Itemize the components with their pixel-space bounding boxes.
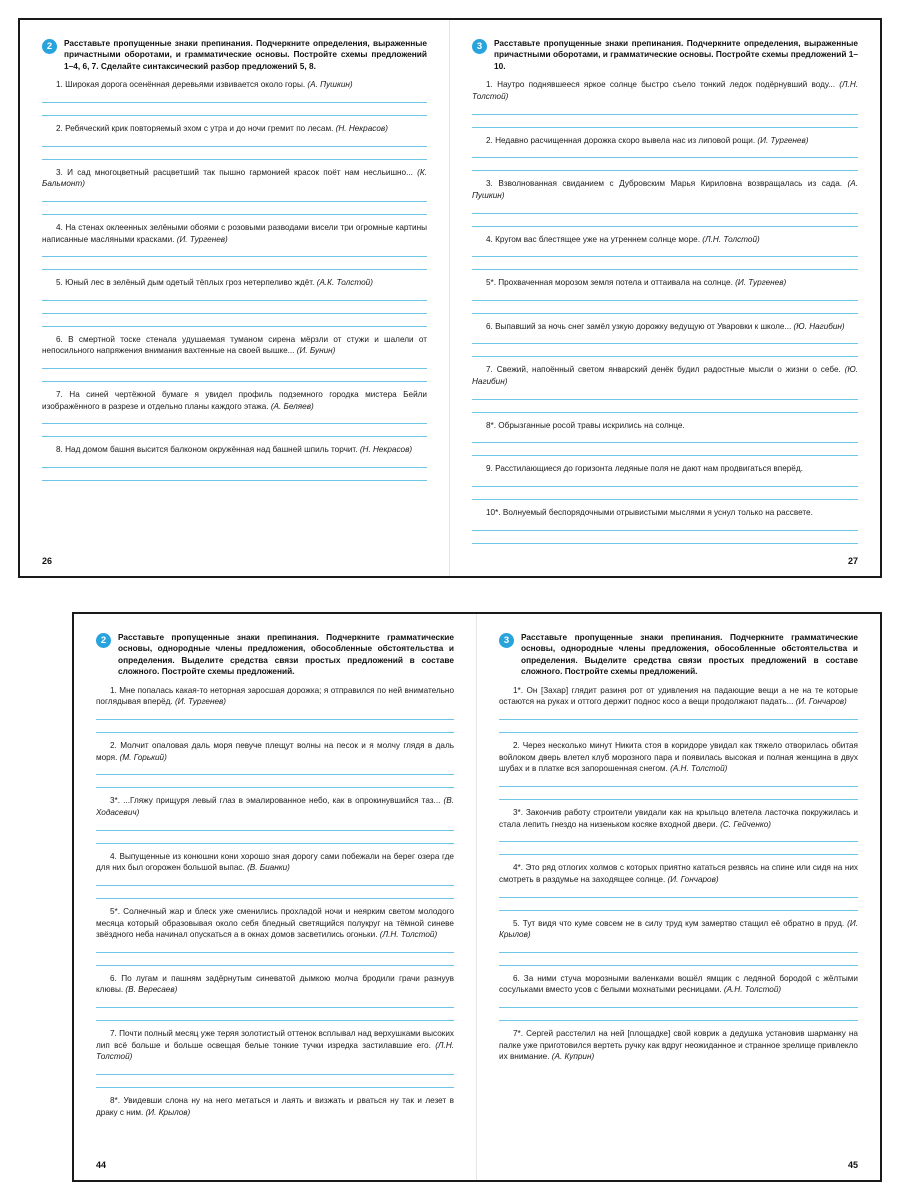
exercise-item (499, 918, 858, 966)
exercise-list (499, 685, 858, 1065)
exercise-item (42, 79, 427, 116)
exercise-item (472, 135, 858, 172)
answer-line[interactable] (472, 158, 858, 171)
exercise-number: 1. (110, 685, 117, 695)
exercise-item (472, 178, 858, 226)
exercise-author: (И. Крылов) (145, 1107, 191, 1117)
exercise-item (96, 795, 454, 843)
page-number: 44 (96, 1160, 107, 1170)
exercise-text: Расстилающиеся до горизонта ледяные поля не дают нам продвигаться вперёд. (495, 464, 803, 474)
exercise-sentence (96, 740, 454, 765)
task-header (42, 38, 427, 72)
exercise-sentence (472, 79, 858, 104)
exercise-text: Тут видя что куме совсем не в силу труд кум замертво стащил её обратно в пруд. (522, 918, 845, 928)
exercise-number: 3. (486, 179, 493, 189)
exercise-author: (И. Тургенев) (174, 697, 227, 707)
exercise-sentence (472, 420, 858, 434)
workbook-spread-top (18, 18, 882, 578)
exercise-text: И сад многоцветный расцветший так пышно гармонией красок поёт нам несльишно... (67, 167, 413, 177)
workbook-page-27 (450, 20, 880, 576)
exercise-number: 4*. (513, 863, 524, 873)
answer-lines[interactable] (499, 832, 858, 855)
exercise-text: Широкая дорога осенённая деревьями извивается около горы. (65, 80, 306, 90)
answer-line[interactable] (42, 93, 427, 103)
exercise-sentence (96, 795, 454, 820)
exercise-item (96, 1095, 454, 1120)
exercise-item (96, 685, 454, 733)
exercise-item (42, 277, 427, 327)
exercise-item (499, 685, 858, 733)
exercise-sentence (42, 79, 427, 93)
exercise-list (42, 79, 427, 481)
exercise-author: (А.Н. Толстой) (670, 764, 728, 774)
task-header (472, 38, 858, 72)
exercise-number: 2. (110, 741, 117, 751)
exercise-number: 5*. (486, 278, 497, 288)
exercise-text: Обрызганные росой травы искрились на солнце. (498, 420, 685, 430)
exercise-item (42, 167, 427, 215)
answer-line[interactable] (96, 765, 454, 775)
task-number-badge: 3 (472, 39, 487, 54)
answer-lines[interactable] (96, 943, 454, 966)
exercise-text: Прохваченная морозом земля потела и оттаивала на солнце. (498, 278, 733, 288)
answer-line[interactable] (472, 344, 858, 357)
exercise-text: Закончив работу строители увидали как на крыльцо влетела ласточка покружилась и стала лепить гнездо на низеньком косяке входной двери. (499, 807, 858, 829)
exercise-text: Взволнованная свиданием с Дубровским Марья Кириловна возвращалась из сада. (498, 179, 843, 189)
answer-line[interactable] (472, 214, 858, 227)
task-number-badge: 3 (499, 633, 514, 648)
exercise-text: Увидевши слона ну на него метаться и лаять и визжать и рваться ну так и лезет в драку с ним. (96, 1096, 454, 1117)
exercise-sentence (42, 389, 427, 414)
exercise-author: (Н. Некрасов) (359, 445, 413, 455)
workbook-page-45 (477, 614, 880, 1180)
exercise-number: 1*. (513, 685, 524, 695)
exercise-number: 3. (56, 167, 63, 177)
exercise-sentence (96, 1028, 454, 1065)
answer-line[interactable] (42, 359, 427, 369)
answer-lines[interactable] (42, 359, 427, 382)
exercise-list (96, 685, 454, 1121)
exercise-text: Ребячеcкий крик повторяемый эхом с утра и до ночи гремит по лесам. (65, 123, 334, 133)
answer-line[interactable] (96, 943, 454, 953)
answer-lines[interactable] (499, 888, 858, 911)
exercise-text: Сергей расстелил на ней [площадке] свой коврик а дедушка установив шарманку на палке уже приготовился вертеть ручку как вдруг неожиданное и странное зрелище привлекло их внимание. (499, 1029, 858, 1062)
page-number: 26 (42, 556, 53, 566)
exercise-item (96, 906, 454, 966)
answer-lines[interactable] (472, 148, 858, 171)
exercise-author: (А. Пушкин) (307, 80, 353, 90)
answer-lines[interactable] (42, 137, 427, 160)
answer-line[interactable] (96, 720, 454, 733)
exercise-number: 4. (110, 851, 117, 861)
exercise-text: Над домом башня высится балконом окружённая над башней шпиль торчит. (65, 445, 358, 455)
answer-line[interactable] (499, 943, 858, 953)
answer-line[interactable] (472, 487, 858, 500)
exercise-number: 5. (56, 278, 63, 288)
exercise-item (472, 420, 858, 457)
task-instruction: Расставьте пропущенные знаки препинания. Подчеркните грамматические основы, однородные члены предложения, обособленные обстоятельства и определения. Выделите средства связи простых предложений в составе сложного. Постройте схемы предложений. (118, 632, 454, 677)
exercise-author: (К. Бальмонт) (42, 167, 427, 189)
exercise-author: (Л.Н. Толстой) (96, 1040, 455, 1062)
exercise-author: (И. Тургенев) (757, 135, 809, 145)
exercise-author: (А. Беляев) (270, 401, 314, 411)
answer-lines[interactable] (499, 998, 858, 1021)
exercise-sentence (96, 685, 454, 710)
exercise-text: За ними стуча морозными валенками вошёл ямщик с ледяной бородой с жёлтыми сосульками вместо усов с белыми мохнатыми ресницами. (499, 973, 858, 995)
exercise-sentence (96, 906, 454, 943)
answer-line[interactable] (42, 314, 427, 327)
answer-line[interactable] (472, 148, 858, 158)
task-header (499, 632, 858, 678)
exercise-number: 7. (110, 1029, 117, 1039)
answer-lines[interactable] (42, 414, 427, 437)
answer-line[interactable] (499, 710, 858, 720)
exercise-text: На синей чертёжной бумаге я увидел профиль подземного городка мистера Бейли изображённого в разрезе и отдельно планы каждого этажа. (42, 390, 427, 411)
exercise-text: Он [Захар] глядит разиня рот от удивления на падающие вещи а не на те которые остаются на руках и оттого держит поднос косо а вещи продолжают падать... (499, 685, 858, 707)
answer-line[interactable] (472, 105, 858, 115)
exercise-item (42, 389, 427, 437)
exercise-item (42, 123, 427, 160)
answer-line[interactable] (472, 443, 858, 456)
answer-lines[interactable] (96, 876, 454, 899)
exercise-author: (А. Куприн) (551, 1052, 595, 1062)
answer-line[interactable] (472, 204, 858, 214)
exercise-sentence (96, 851, 454, 876)
answer-line[interactable] (42, 458, 427, 468)
exercise-number: 9. (486, 464, 493, 474)
exercise-number: 6. (486, 321, 493, 331)
exercise-author: (А.К. Толстой) (316, 278, 373, 288)
answer-lines[interactable] (472, 291, 858, 314)
answer-line[interactable] (42, 291, 427, 301)
answer-lines[interactable] (96, 1065, 454, 1088)
task-number-badge: 2 (96, 633, 111, 648)
exercise-item (499, 807, 858, 855)
task-number-badge: 2 (42, 39, 57, 54)
exercise-author: (В. Вересаев) (125, 985, 178, 995)
exercise-item (472, 79, 858, 127)
answer-line[interactable] (96, 821, 454, 831)
exercise-text: На стенах оклеенных зелёными обоями с розовыми разводами висели три огромные картины написанные масляными красками. (42, 222, 427, 244)
exercise-item (499, 973, 858, 1021)
exercise-item (472, 234, 858, 271)
exercise-number: 3*. (110, 796, 121, 806)
exercise-text: Выпущенные из конюшни кони хорошо зная дорогу сами побежали на берег озера где для них был огорожен большой выпас. (96, 851, 454, 873)
answer-line[interactable] (472, 390, 858, 400)
exercise-item (42, 444, 427, 481)
exercise-item (472, 364, 858, 412)
exercise-sentence (42, 334, 427, 359)
answer-line[interactable] (42, 301, 427, 314)
answer-line[interactable] (42, 468, 427, 481)
exercise-sentence (472, 178, 858, 203)
answer-lines[interactable] (42, 458, 427, 481)
exercise-text: Кругом вас блестящее уже на утреннем солнце море. (495, 234, 700, 244)
answer-lines[interactable] (472, 247, 858, 270)
task-instruction: Расставьте пропущенные знаки препинания. Подчеркните определения, выраженные причастными оборотами, и грамматические основы. Постройте схемы предложений 1–10. (494, 38, 858, 71)
exercise-sentence (499, 807, 858, 832)
answer-lines[interactable] (96, 821, 454, 844)
answer-line[interactable] (472, 433, 858, 443)
answer-line[interactable] (472, 400, 858, 413)
exercise-sentence (472, 135, 858, 149)
exercise-author: (А. Пушкин) (472, 179, 859, 200)
exercise-author: (В. Бианки) (247, 863, 290, 873)
answer-line[interactable] (42, 424, 427, 437)
answer-lines[interactable] (472, 334, 858, 357)
exercise-author: (Ю. Нагибин) (472, 365, 858, 387)
exercise-number: 2. (56, 123, 63, 133)
exercise-number: 3*. (513, 807, 524, 817)
exercise-text: В смертной тоске стенала удушаемая туманом сирена мёрзли от стужи и шалели от непосильного напряжения внимания вахтенные на своей вышке... (42, 334, 427, 356)
answer-line[interactable] (472, 115, 858, 128)
exercise-text: Молчит опаловая даль моря певуче плещут волны на песок и я молчу глядя в даль моря. (96, 741, 454, 762)
answer-lines[interactable] (42, 192, 427, 215)
exercise-item (96, 740, 454, 788)
answer-lines[interactable] (472, 433, 858, 456)
exercise-text: Наутро поднявшееся яркое солнце быстро съело тонкий ледок подёрнувший воду... (497, 80, 835, 90)
answer-line[interactable] (499, 998, 858, 1008)
exercise-item (499, 1028, 858, 1065)
answer-line[interactable] (96, 886, 454, 899)
exercise-sentence (96, 973, 454, 998)
page-number: 27 (847, 556, 858, 566)
exercise-number: 8*. (486, 420, 497, 430)
answer-line[interactable] (42, 247, 427, 257)
answer-line[interactable] (472, 257, 858, 270)
exercise-sentence (42, 222, 427, 247)
exercise-item (42, 334, 427, 382)
exercise-item (472, 277, 858, 314)
answer-line[interactable] (96, 710, 454, 720)
answer-lines[interactable] (472, 390, 858, 413)
exercise-number: 8*. (110, 1096, 121, 1105)
exercise-number: 5*. (110, 906, 121, 916)
exercise-number: 6. (110, 973, 117, 983)
answer-line[interactable] (499, 832, 858, 842)
answer-lines[interactable] (42, 247, 427, 270)
exercise-author: (М. Горький) (119, 752, 167, 762)
answer-line[interactable] (42, 202, 427, 215)
exercise-number: 5. (513, 918, 520, 928)
exercise-item (499, 740, 858, 800)
exercise-text: Солнечный жар и блеск уже сменились прохладой ночи и неярким светом молодого месяца который образовывая около себя бледный светящийся полукруг на тёмной синеве звёздного неба начинал опускаться а в окнах домов засветились огоньки. (96, 906, 454, 940)
answer-line[interactable] (96, 1008, 454, 1021)
exercise-sentence (42, 167, 427, 192)
exercise-list (472, 79, 858, 543)
answer-lines[interactable] (472, 521, 858, 544)
answer-line[interactable] (96, 876, 454, 886)
answer-lines[interactable] (499, 777, 858, 800)
answer-line[interactable] (96, 1065, 454, 1075)
exercise-item (472, 507, 858, 544)
exercise-text: Через несколько минут Никита стоя в коридоре увидал как тяжело отворилась обитая войлоком дверь влетел клуб морозного пара и появилась высокая и полная женщина в двух шубах и в платке вся запорошенная снегом. (499, 741, 858, 774)
exercise-author: (И. Тургенев) (176, 234, 228, 244)
exercise-author: (Н. Некрасов) (335, 123, 388, 133)
answer-lines[interactable] (472, 477, 858, 500)
exercise-item (499, 862, 858, 910)
exercise-sentence (96, 1095, 454, 1120)
answer-line[interactable] (96, 998, 454, 1008)
exercise-item (96, 1028, 454, 1088)
exercise-sentence (499, 740, 858, 777)
answer-line[interactable] (42, 369, 427, 382)
answer-lines[interactable] (96, 710, 454, 733)
answer-lines[interactable] (472, 204, 858, 227)
answer-line[interactable] (472, 477, 858, 487)
answer-line[interactable] (42, 147, 427, 160)
exercise-item (96, 851, 454, 899)
answer-lines[interactable] (96, 998, 454, 1021)
exercise-author: (А.Н. Толстой) (723, 985, 782, 995)
exercise-author: (И. Крылов) (499, 918, 858, 940)
exercise-text: Недавно расчищенная дорожка скоро вывела нас из липовой рощи. (495, 135, 756, 145)
exercise-number: 2. (513, 741, 520, 751)
exercise-number: 7. (56, 390, 63, 400)
exercise-author: (Л.Н. Толстой) (472, 80, 859, 101)
exercise-author: (И. Тургенев) (735, 278, 787, 288)
exercise-number: 7*. (513, 1029, 524, 1039)
answer-line[interactable] (96, 831, 454, 844)
exercise-sentence (42, 277, 427, 291)
answer-line[interactable] (42, 103, 427, 116)
answer-line[interactable] (42, 137, 427, 147)
answer-line[interactable] (472, 247, 858, 257)
exercise-sentence (472, 277, 858, 291)
exercise-author: (И. Гончаров) (667, 874, 719, 884)
answer-line[interactable] (499, 777, 858, 787)
exercise-number: 1. (56, 80, 63, 90)
exercise-sentence (472, 364, 858, 389)
answer-line[interactable] (472, 521, 858, 531)
exercise-sentence (499, 918, 858, 943)
exercise-item (42, 222, 427, 270)
answer-line[interactable] (472, 291, 858, 301)
answer-line[interactable] (472, 531, 858, 544)
page-number: 45 (847, 1160, 858, 1170)
answer-lines[interactable] (96, 765, 454, 788)
exercise-text: Мне попалась какая-то неторная заросшая дорожка; я отправился по ней внимательно поглядывая вперёд. (96, 685, 454, 707)
answer-line[interactable] (472, 301, 858, 314)
answer-line[interactable] (499, 787, 858, 800)
exercise-sentence (472, 463, 858, 477)
answer-line[interactable] (472, 334, 858, 344)
exercise-text: ...Гляжу прищуря левый глаз в эмалированное небо, как в опрокинувшийся таз... (123, 796, 441, 806)
answer-line[interactable] (499, 1008, 858, 1021)
exercise-sentence (499, 1028, 858, 1065)
exercise-text: Почти полный месяц уже теряя золотистый оттенок всплывал над верхушками высоких лип всё больше и больше освещая белые тонкие тучки изредка застилавшие его. (96, 1029, 454, 1050)
answer-line[interactable] (499, 898, 858, 911)
exercise-sentence (472, 321, 858, 335)
exercise-text: Выпавший за ночь снег замёл узкую дорожку ведущую от Уваровки к школе... (495, 321, 792, 331)
answer-lines[interactable] (472, 105, 858, 128)
exercise-sentence (472, 507, 858, 521)
answer-lines[interactable] (499, 710, 858, 733)
answer-line[interactable] (96, 953, 454, 966)
exercise-text: Юный лес в зелёный дым одетый тёплых гроз нетерпеливо ждёт. (65, 278, 315, 288)
workbook-spread-bottom (72, 612, 882, 1182)
task-header (96, 632, 454, 678)
exercise-sentence (472, 234, 858, 248)
answer-line[interactable] (96, 1075, 454, 1088)
exercise-author: (Л.Н. Толстой) (702, 234, 760, 244)
answer-line[interactable] (499, 720, 858, 733)
exercise-sentence (42, 123, 427, 137)
exercise-number: 4. (56, 222, 63, 232)
exercise-number: 1. (486, 80, 493, 90)
exercise-item (472, 321, 858, 358)
exercise-number: 7. (486, 365, 493, 375)
exercise-item (96, 973, 454, 1021)
answer-lines[interactable] (42, 291, 427, 327)
exercise-sentence (499, 862, 858, 887)
exercise-author: (Ю. Нагибин) (793, 321, 845, 331)
workbook-page-44 (74, 614, 477, 1180)
answer-lines[interactable] (42, 93, 427, 116)
answer-line[interactable] (499, 888, 858, 898)
answer-line[interactable] (499, 953, 858, 966)
answer-lines[interactable] (499, 943, 858, 966)
exercise-item (472, 463, 858, 500)
exercise-number: 4. (486, 234, 493, 244)
answer-line[interactable] (96, 775, 454, 788)
exercise-text: Свежий, напоённый светом январский денёк будил радостные мысли о жизни о себе. (496, 365, 841, 375)
exercise-author: (В. Ходасевич) (96, 796, 454, 817)
answer-line[interactable] (42, 414, 427, 424)
exercise-sentence (499, 973, 858, 998)
exercise-number: 8. (56, 445, 63, 455)
exercise-author: (И. Бунин) (296, 346, 336, 356)
exercise-number: 10*. (486, 508, 501, 517)
answer-line[interactable] (499, 842, 858, 855)
workbook-page-26 (20, 20, 450, 576)
exercise-number: 6. (513, 973, 520, 983)
answer-line[interactable] (42, 192, 427, 202)
exercise-number: 2. (486, 135, 493, 145)
exercise-number: 6. (56, 334, 63, 344)
task-instruction: Расставьте пропущенные знаки препинания. Подчеркните определения, выраженные причастными оборотами, и грамматические основы. Постройте схемы предложений 1–4, 6, 7. Сделайте синтаксический разбор предложений 5, 8. (64, 38, 427, 71)
exercise-text: Волнуемый беспорядочными отрывистыми мыслями я уснул только на рассвете. (502, 508, 813, 517)
exercise-author: (С. Гейченко) (720, 819, 771, 829)
exercise-sentence (42, 444, 427, 458)
answer-line[interactable] (42, 257, 427, 270)
exercise-text: По лугам и пашням задёрнутым синеватой дымкою молча бродили грачи разнуув клювы. (96, 973, 454, 995)
exercise-author: (И. Гончаров) (795, 697, 847, 707)
task-instruction: Расставьте пропущенные знаки препинания. Подчеркните грамматические основы, однородные члены предложения, обособленные обстоятельства и определения. Выделите средства связи простых предложений в составе сложного. Постройте схемы предложений. (521, 632, 858, 677)
exercise-text: Это ряд отлогих холмов с которых приятно кататься резвясь на спине или сидя на них смотреть в раздумье на заходящее солнце. (499, 863, 859, 884)
exercise-sentence (499, 685, 858, 710)
exercise-author: (Л.Н. Толстой) (379, 930, 438, 940)
